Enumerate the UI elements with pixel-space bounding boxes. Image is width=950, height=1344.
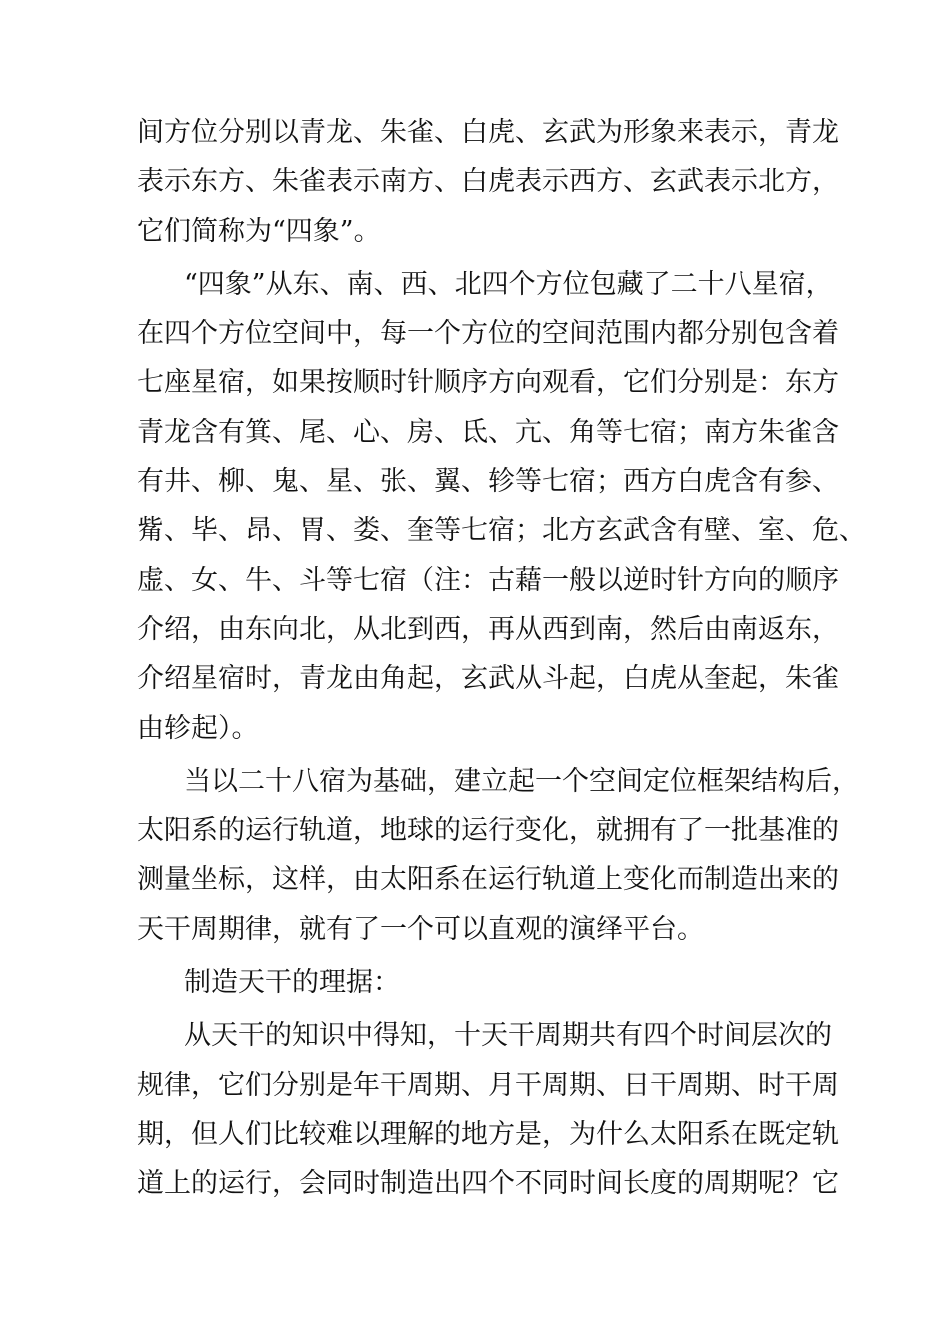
text-line: 测量坐标，这样，由太阳系在运行轨道上变化而制造出来的 [137, 864, 839, 896]
text-line: 青龙含有箕、尾、心、房、氐、亢、角等七宿；南方朱雀含 [137, 416, 839, 448]
text-line: 有井、柳、鬼、星、张、翼、轸等七宿；西方白虎含有参、 [137, 466, 839, 498]
paragraph-start-line: “四象”从东、南、西、北四个方位包藏了二十八星宿， [184, 268, 833, 300]
text-line: 觜、毕、昂、胃、娄、奎等七宿；北方玄武含有壁、室、危、 [137, 515, 866, 547]
text-line: 表示东方、朱雀表示南方、白虎表示西方、玄武表示北方， [137, 166, 839, 198]
text-line: 七座星宿，如果按顺时针顺序方向观看，它们分别是：东方 [137, 367, 839, 399]
text-line: 道上的运行，会同时制造出四个不同时间长度的周期呢？它 [137, 1168, 839, 1200]
text-line: 天干周期律，就有了一个可以直观的演绎平台。 [137, 913, 704, 945]
section-heading-line: 制造天干的理据： [184, 967, 400, 999]
text-line: 介绍星宿时，青龙由角起，玄武从斗起，白虎从奎起，朱雀 [137, 663, 839, 695]
text-line: 间方位分别以青龙、朱雀、白虎、玄武为形象来表示，青龙 [137, 117, 839, 148]
text-line: 介绍，由东向北，从北到西，再从西到南，然后由南返东， [137, 613, 839, 645]
text-line: 期，但人们比较难以理解的地方是，为什么太阳系在既定轨 [137, 1118, 839, 1150]
body-text [137, 108, 866, 1209]
paragraph-start-line: 从天干的知识中得知，十天干周期共有四个时间层次的 [184, 1020, 832, 1052]
text-line: 在四个方位空间中，每一个方位的空间范围内都分别包含着 [137, 318, 839, 350]
text-line: 虚、女、牛、斗等七宿（注：古藉一般以逆时针方向的顺序 [137, 564, 839, 596]
text-line: 太阳系的运行轨道，地球的运行变化，就拥有了一批基准的 [137, 815, 839, 847]
paragraph-start-line: 当以二十八宿为基础，建立起一个空间定位框架结构后， [184, 765, 859, 797]
text-line: 由轸起）。 [137, 712, 259, 744]
text-line: 它们简称为“四象”。 [137, 215, 381, 247]
text-line: 规律，它们分别是年干周期、月干周期、日干周期、时干周 [137, 1069, 839, 1101]
